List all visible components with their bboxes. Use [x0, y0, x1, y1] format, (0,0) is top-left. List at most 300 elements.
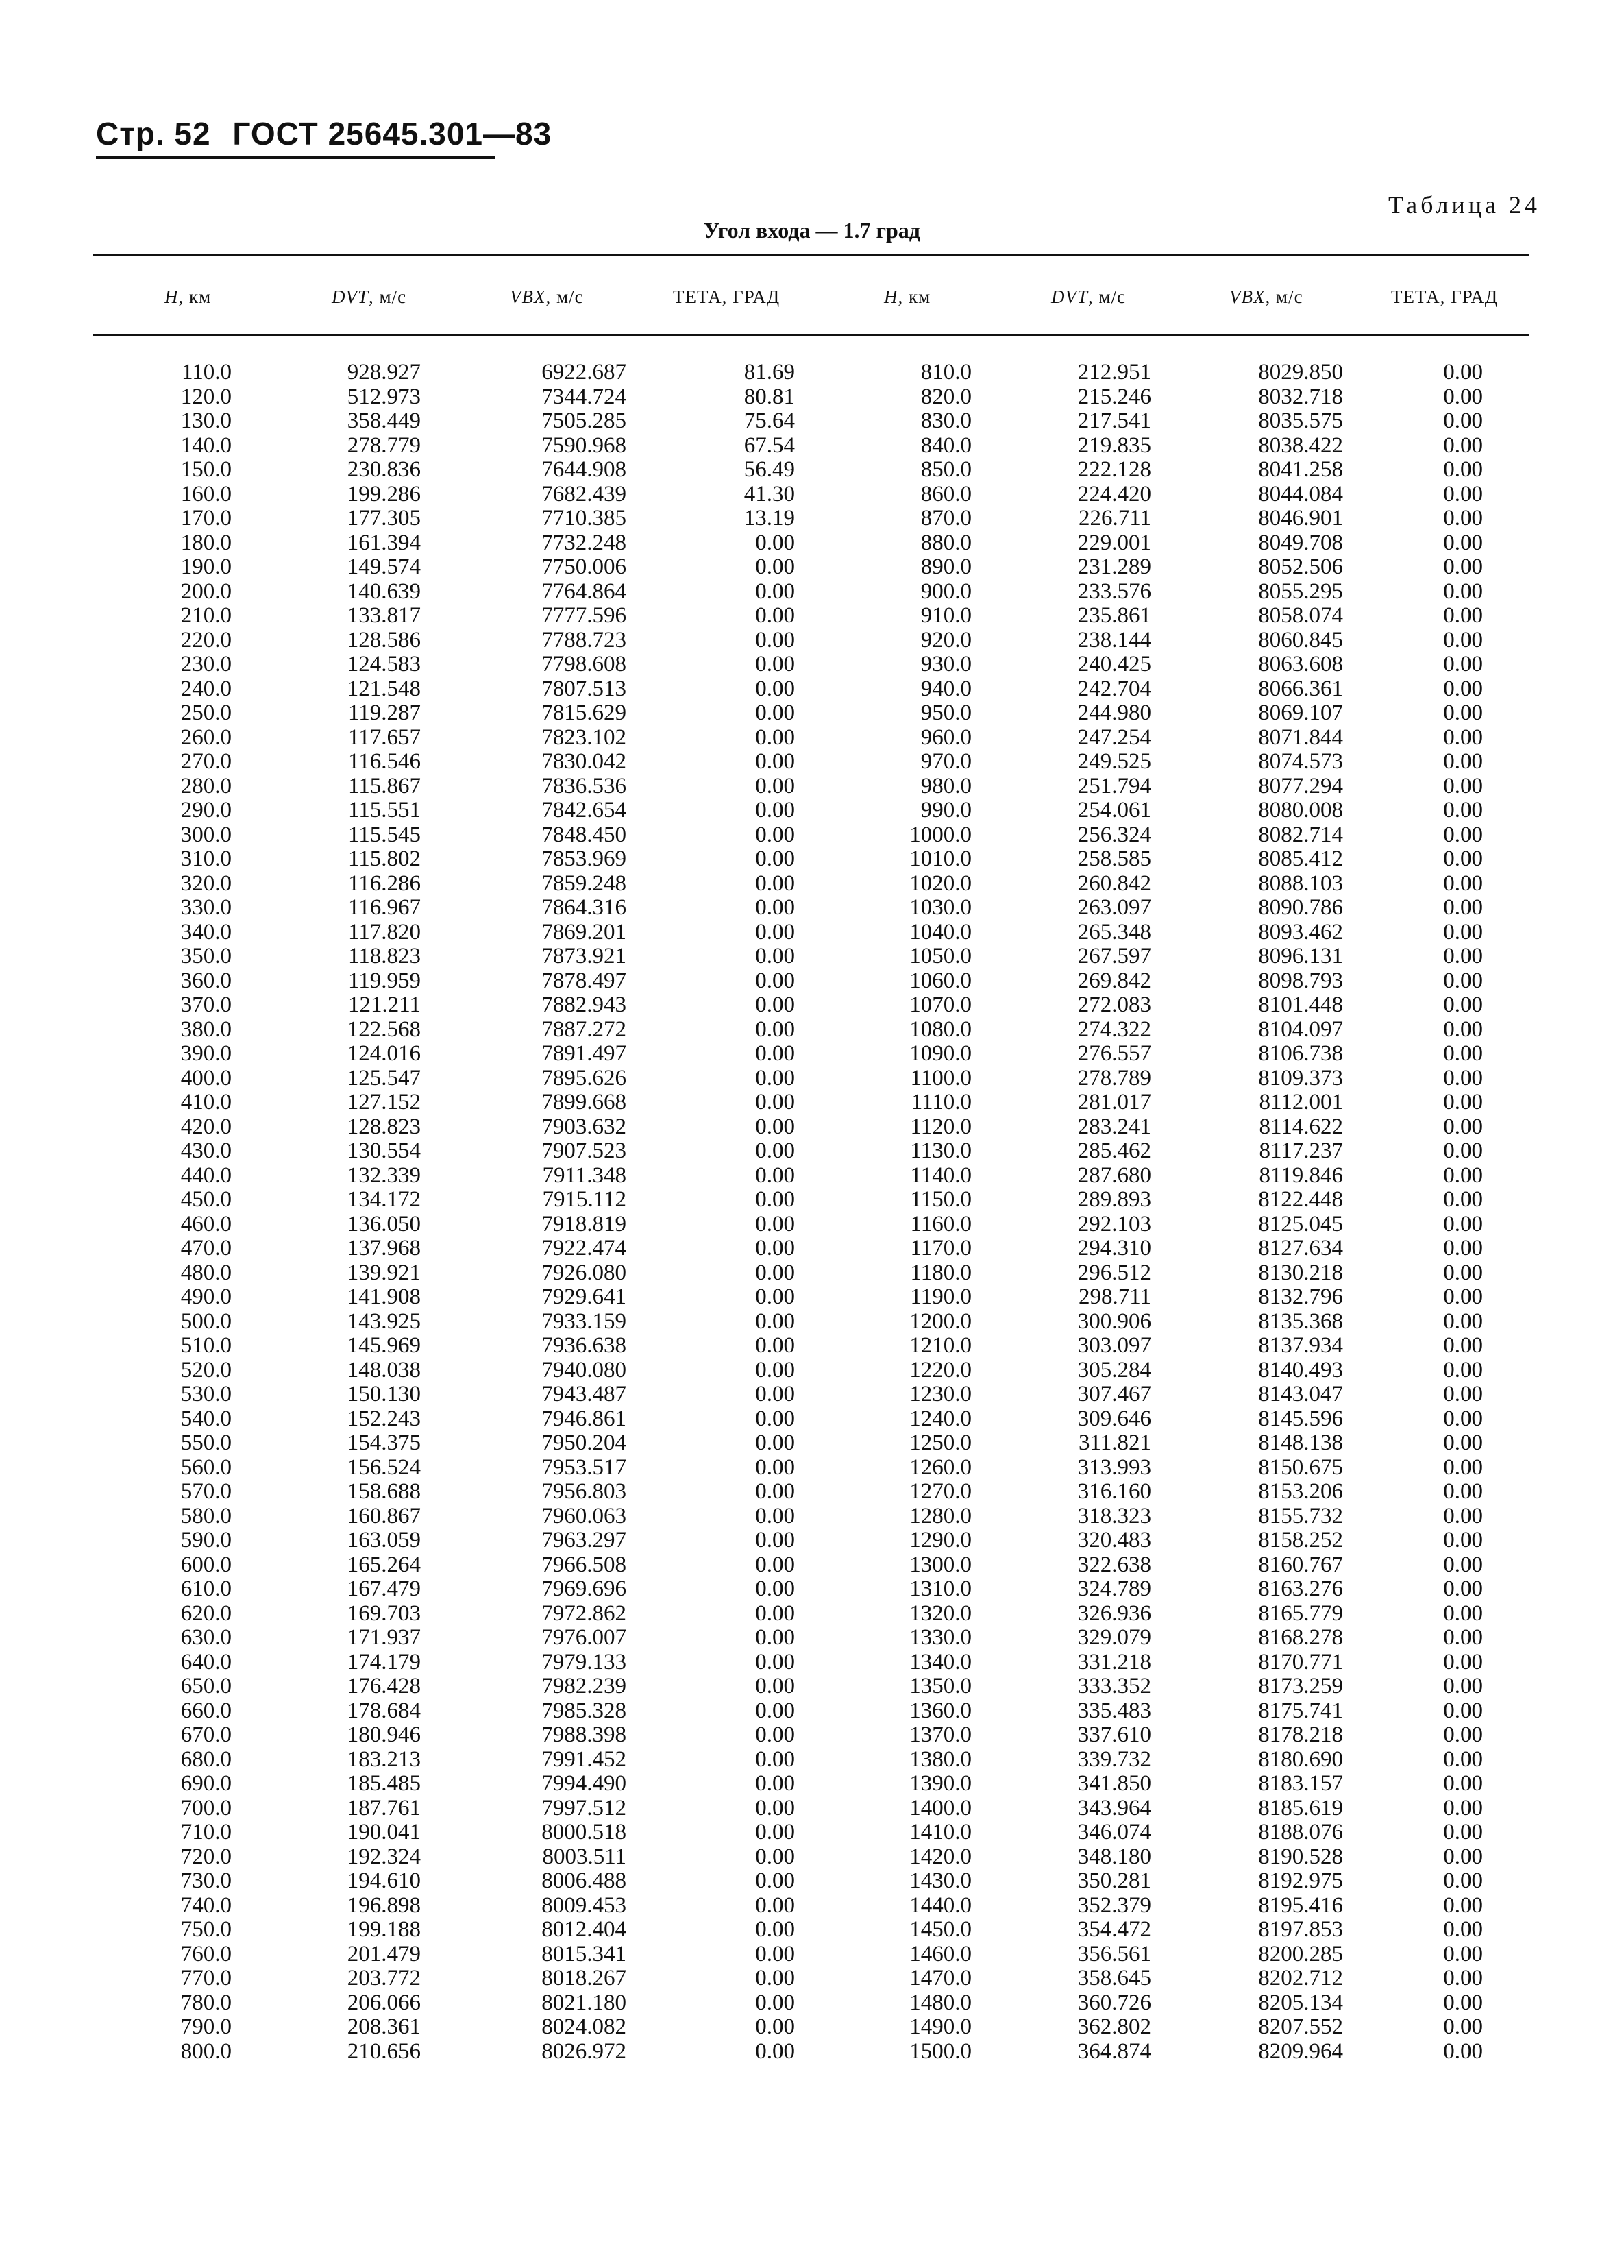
table-row	[0, 726, 1624, 751]
table-cell: 137.968	[347, 1236, 421, 1260]
table-cell: 0.00	[1443, 1162, 1483, 1188]
table-cell: 960.0	[920, 724, 972, 750]
table-cell: 7979.133	[541, 1649, 626, 1674]
table-cell: 0.00	[755, 822, 795, 847]
table-cell: 0.00	[1443, 1600, 1483, 1626]
table-cell: 1020.0	[909, 870, 972, 896]
table-cell: 0.00	[1443, 822, 1483, 847]
table-cell: 326.936	[1077, 1600, 1151, 1626]
table-cell: 720.0	[180, 1844, 232, 1869]
table-cell: 7953.517	[541, 1454, 626, 1480]
table-cell: 680.0	[180, 1746, 232, 1772]
table-cell: 333.352	[1077, 1674, 1151, 1698]
table-cell: 1150.0	[910, 1187, 972, 1212]
table-cell: 290.0	[180, 798, 232, 822]
table-cell: 370.0	[180, 992, 232, 1017]
table-cell: 0.00	[755, 1600, 795, 1626]
table-cell: 0.00	[1443, 895, 1483, 920]
table-cell: 8140.493	[1258, 1357, 1343, 1382]
table-cell: 7644.908	[541, 457, 626, 482]
table-cell: 0.00	[755, 1698, 795, 1723]
table-cell: 0.00	[755, 992, 795, 1017]
table-row	[0, 993, 1624, 1018]
table-cell: 8077.294	[1258, 773, 1343, 798]
table-cell: 0.00	[755, 1406, 795, 1431]
table-row	[0, 1918, 1624, 1942]
table-header-rule	[93, 334, 1529, 336]
table-cell: 510.0	[180, 1333, 232, 1358]
table-cell: 8122.448	[1258, 1187, 1343, 1212]
table-cell: 8209.964	[1258, 2038, 1343, 2064]
table-cell: 254.061	[1077, 798, 1151, 822]
table-cell: 0.00	[1443, 1406, 1483, 1431]
table-cell: 0.00	[1443, 554, 1483, 579]
table-cell: 8135.368	[1258, 1308, 1343, 1334]
table-cell: 0.00	[755, 1503, 795, 1528]
table-cell: 0.00	[755, 578, 795, 604]
table-cell: 0.00	[755, 1576, 795, 1601]
table-cell: 0.00	[755, 2038, 795, 2064]
table-cell: 800.0	[180, 2038, 232, 2064]
table-row	[0, 1796, 1624, 1821]
table-cell: 8160.767	[1258, 1552, 1343, 1577]
table-cell: 690.0	[180, 1771, 232, 1796]
table-cell: 0.00	[1443, 1722, 1483, 1747]
table-cell: 115.802	[347, 846, 421, 871]
table-row	[0, 1869, 1624, 1894]
table-cell: 760.0	[180, 1941, 232, 1966]
table-cell: 0.00	[1443, 676, 1483, 701]
table-cell: 8119.846	[1259, 1162, 1343, 1188]
table-cell: 560.0	[180, 1454, 232, 1480]
table-cell: 8117.237	[1259, 1138, 1343, 1163]
table-cell: 269.842	[1077, 968, 1151, 993]
table-cell: 7750.006	[541, 554, 626, 579]
table-cell: 1010.0	[909, 846, 972, 871]
table-cell: 0.00	[755, 1138, 795, 1163]
table-row	[0, 1553, 1624, 1578]
table-cell: 0.00	[755, 1722, 795, 1747]
table-cell: 7873.921	[541, 944, 626, 968]
table-cell: 460.0	[180, 1211, 232, 1236]
table-cell: 0.00	[755, 1528, 795, 1552]
table-row	[0, 1723, 1624, 1748]
table-cell: 1080.0	[909, 1016, 972, 1042]
table-cell: 8066.361	[1258, 676, 1343, 701]
table-cell: 0.00	[1443, 409, 1483, 433]
table-cell: 0.00	[1443, 530, 1483, 555]
table-cell: 309.646	[1077, 1406, 1151, 1431]
table-cell: 110.0	[181, 360, 232, 385]
table-cell: 8009.453	[541, 1892, 626, 1918]
table-cell: 620.0	[180, 1600, 232, 1626]
table-cell: 169.703	[347, 1600, 421, 1626]
table-cell: 970.0	[920, 749, 972, 774]
table-row	[0, 629, 1624, 653]
table-cell: 820.0	[920, 384, 972, 409]
table-cell: 7946.861	[541, 1406, 626, 1431]
table-cell: 0.00	[1443, 846, 1483, 871]
column-header: ТЕТА, ГРАД	[673, 286, 780, 307]
table-cell: 8096.131	[1258, 944, 1343, 968]
table-row	[0, 677, 1624, 702]
table-cell: 8205.134	[1258, 1990, 1343, 2015]
table-cell: 140.0	[180, 432, 232, 458]
table-row	[0, 483, 1624, 507]
table-cell: 900.0	[920, 578, 972, 604]
table-row	[0, 2040, 1624, 2064]
table-cell: 7895.626	[541, 1065, 626, 1090]
table-cell: 8041.258	[1258, 457, 1343, 482]
table-cell: 8127.634	[1258, 1236, 1343, 1260]
table-row	[0, 823, 1624, 848]
table-cell: 8098.793	[1258, 968, 1343, 993]
table-cell: 1140.0	[910, 1162, 972, 1188]
table-cell: 7950.204	[541, 1430, 626, 1455]
table-cell: 1350.0	[909, 1674, 972, 1698]
table-cell: 1130.0	[910, 1138, 972, 1163]
table-cell: 0.00	[1443, 1090, 1483, 1114]
table-cell: 303.097	[1077, 1333, 1151, 1358]
table-cell: 8060.845	[1258, 627, 1343, 653]
table-cell: 7882.943	[541, 992, 626, 1017]
table-row	[0, 385, 1624, 410]
table-cell: 238.144	[1077, 627, 1151, 653]
table-cell: 7926.080	[541, 1260, 626, 1285]
table-cell: 7997.512	[541, 1795, 626, 1820]
table-cell: 7988.398	[541, 1722, 626, 1747]
table-cell: 890.0	[920, 554, 972, 579]
table-cell: 8082.714	[1258, 822, 1343, 847]
table-cell: 300.0	[180, 822, 232, 847]
table-cell: 0.00	[1443, 1187, 1483, 1212]
table-row	[0, 1382, 1624, 1407]
table-row	[0, 1456, 1624, 1480]
table-cell: 117.820	[347, 919, 421, 944]
table-cell: 8000.518	[541, 1820, 626, 1844]
table-cell: 870.0	[920, 506, 972, 531]
table-cell: 1380.0	[909, 1746, 972, 1772]
table-cell: 0.00	[1443, 1576, 1483, 1601]
table-cell: 0.00	[1443, 749, 1483, 774]
table-cell: 880.0	[920, 530, 972, 555]
table-cell: 0.00	[755, 1917, 795, 1942]
table-cell: 8038.422	[1258, 432, 1343, 458]
table-cell: 7823.102	[541, 724, 626, 750]
table-cell: 256.324	[1077, 822, 1151, 847]
table-cell: 8125.045	[1258, 1211, 1343, 1236]
table-cell: 165.264	[347, 1552, 421, 1577]
table-cell: 0.00	[755, 1016, 795, 1042]
table-cell: 8185.619	[1258, 1795, 1343, 1820]
table-cell: 0.00	[1443, 2014, 1483, 2039]
table-cell: 0.00	[1443, 1016, 1483, 1042]
table-cell: 116.546	[347, 749, 421, 774]
table-cell: 0.00	[755, 1674, 795, 1698]
table-row	[0, 1942, 1624, 1967]
table-cell: 0.00	[1443, 506, 1483, 531]
table-row	[0, 1212, 1624, 1237]
table-cell: 0.00	[1443, 1795, 1483, 1820]
table-cell: 7878.497	[541, 968, 626, 993]
table-cell: 8175.741	[1258, 1698, 1343, 1723]
table-cell: 0.00	[1443, 1041, 1483, 1066]
table-cell: 0.00	[755, 724, 795, 750]
table-cell: 8195.416	[1258, 1892, 1343, 1918]
table-cell: 1360.0	[909, 1698, 972, 1723]
table-cell: 7732.248	[541, 530, 626, 555]
table-cell: 0.00	[1443, 1357, 1483, 1382]
column-header: DVT, м/с	[332, 286, 407, 307]
table-cell: 149.574	[347, 554, 421, 579]
table-cell: 0.00	[1443, 603, 1483, 628]
table-cell: 1370.0	[909, 1722, 972, 1747]
table-cell: 8088.103	[1258, 870, 1343, 896]
table-row	[0, 1991, 1624, 2016]
table-cell: 7798.608	[541, 652, 626, 676]
table-cell: 230.0	[180, 652, 232, 676]
table-cell: 348.180	[1077, 1844, 1151, 1869]
table-cell: 283.241	[1077, 1114, 1151, 1139]
table-row	[0, 896, 1624, 920]
table-cell: 354.472	[1077, 1917, 1151, 1942]
table-cell: 400.0	[180, 1065, 232, 1090]
table-cell: 346.074	[1077, 1820, 1151, 1844]
table-row	[0, 944, 1624, 969]
table-cell: 512.973	[347, 384, 421, 409]
column-header: ТЕТА, ГРАД	[1391, 286, 1499, 307]
table-cell: 167.479	[347, 1576, 421, 1601]
table-cell: 337.610	[1077, 1722, 1151, 1747]
table-cell: 7956.803	[541, 1479, 626, 1504]
table-row	[0, 847, 1624, 872]
table-cell: 0.00	[755, 1795, 795, 1820]
table-row	[0, 1334, 1624, 1358]
table-cell: 8074.573	[1258, 749, 1343, 774]
table-cell: 0.00	[1443, 700, 1483, 725]
table-cell: 0.00	[1443, 1892, 1483, 1918]
table-cell: 7830.042	[541, 749, 626, 774]
table-cell: 650.0	[180, 1674, 232, 1698]
table-cell: 0.00	[1443, 1138, 1483, 1163]
table-cell: 1410.0	[909, 1820, 972, 1844]
table-cell: 1230.0	[909, 1382, 972, 1406]
table-cell: 1220.0	[909, 1357, 972, 1382]
table-cell: 265.348	[1077, 919, 1151, 944]
table-cell: 0.00	[755, 1308, 795, 1334]
table-cell: 0.00	[1443, 870, 1483, 896]
table-cell: 56.49	[743, 457, 795, 482]
table-cell: 187.761	[347, 1795, 421, 1820]
table-cell: 215.246	[1077, 384, 1151, 409]
table-cell: 156.524	[347, 1454, 421, 1480]
table-cell: 251.794	[1077, 773, 1151, 798]
table-cell: 1030.0	[909, 895, 972, 920]
table-cell: 440.0	[180, 1162, 232, 1188]
table-cell: 1090.0	[909, 1041, 972, 1066]
table-cell: 1500.0	[909, 2038, 972, 2064]
table-cell: 8170.771	[1258, 1649, 1343, 1674]
table-cell: 0.00	[1443, 1382, 1483, 1406]
table-cell: 7899.668	[541, 1090, 626, 1114]
table-cell: 350.0	[180, 944, 232, 968]
table-cell: 8015.341	[541, 1941, 626, 1966]
table-cell: 1310.0	[909, 1576, 972, 1601]
table-cell: 8137.934	[1258, 1333, 1343, 1358]
table-row	[0, 1042, 1624, 1066]
table-cell: 1250.0	[909, 1430, 972, 1455]
table-cell: 610.0	[180, 1576, 232, 1601]
table-cell: 115.545	[347, 822, 421, 847]
table-cell: 540.0	[180, 1406, 232, 1431]
table-cell: 281.017	[1077, 1090, 1151, 1114]
table-row	[0, 1748, 1624, 1772]
table-cell: 180.946	[347, 1722, 421, 1747]
table-cell: 161.394	[347, 530, 421, 555]
table-cell: 8071.844	[1258, 724, 1343, 750]
table-cell: 1420.0	[909, 1844, 972, 1869]
table-cell: 190.041	[347, 1820, 421, 1844]
table-cell: 7943.487	[541, 1382, 626, 1406]
table-cell: 7903.632	[541, 1114, 626, 1139]
table-cell: 8190.528	[1258, 1844, 1343, 1869]
table-cell: 8026.972	[541, 2038, 626, 2064]
table-cell: 0.00	[1443, 457, 1483, 482]
table-cell: 600.0	[180, 1552, 232, 1577]
table-cell: 8080.008	[1258, 798, 1343, 822]
table-cell: 7969.696	[541, 1576, 626, 1601]
table-cell: 0.00	[1443, 1528, 1483, 1552]
table-cell: 235.861	[1077, 603, 1151, 628]
table-cell: 990.0	[920, 798, 972, 822]
table-cell: 358.449	[347, 409, 421, 433]
table-cell: 8012.404	[541, 1917, 626, 1942]
table-cell: 0.00	[1443, 1333, 1483, 1358]
table-cell: 0.00	[755, 1260, 795, 1285]
table-cell: 322.638	[1077, 1552, 1151, 1577]
table-cell: 0.00	[755, 1990, 795, 2015]
table-cell: 81.69	[743, 360, 795, 385]
table-cell: 0.00	[1443, 652, 1483, 676]
table-cell: 133.817	[347, 603, 421, 628]
table-cell: 7764.864	[541, 578, 626, 604]
table-cell: 0.00	[755, 1479, 795, 1504]
table-cell: 0.00	[755, 627, 795, 653]
table-cell: 152.243	[347, 1406, 421, 1431]
table-cell: 143.925	[347, 1308, 421, 1334]
table-cell: 590.0	[180, 1528, 232, 1552]
table-row	[0, 701, 1624, 726]
table-cell: 8183.157	[1258, 1771, 1343, 1796]
table-cell: 8165.779	[1258, 1600, 1343, 1626]
table-row	[0, 2015, 1624, 2040]
table-cell: 0.00	[755, 1090, 795, 1114]
table-cell: 119.959	[347, 968, 421, 993]
table-cell: 148.038	[347, 1357, 421, 1382]
table-row	[0, 1139, 1624, 1164]
table-cell: 7929.641	[541, 1284, 626, 1309]
table-cell: 7836.536	[541, 773, 626, 798]
table-cell: 7682.439	[541, 481, 626, 507]
table-cell: 0.00	[1443, 1941, 1483, 1966]
table-cell: 154.375	[347, 1430, 421, 1455]
table-cell: 212.951	[1077, 360, 1151, 385]
table-cell: 8207.552	[1258, 2014, 1343, 2039]
table-row	[0, 1699, 1624, 1724]
table-cell: 0.00	[1443, 1917, 1483, 1942]
table-cell: 0.00	[755, 1284, 795, 1309]
table-cell: 0.00	[1443, 1260, 1483, 1285]
table-cell: 210.656	[347, 2038, 421, 2064]
table-row	[0, 1431, 1624, 1456]
table-cell: 0.00	[755, 1333, 795, 1358]
table-cell: 150.130	[347, 1382, 421, 1406]
table-caption: Угол входа — 1.7 град	[704, 218, 920, 243]
table-cell: 160.0	[180, 481, 232, 507]
table-cell: 170.0	[180, 506, 232, 531]
table-cell: 1050.0	[909, 944, 972, 968]
table-cell: 700.0	[180, 1795, 232, 1820]
table-cell: 8145.596	[1258, 1406, 1343, 1431]
table-row	[0, 1626, 1624, 1650]
table-row	[0, 580, 1624, 605]
table-cell: 124.016	[347, 1041, 421, 1066]
table-row	[0, 434, 1624, 459]
table-cell: 7963.297	[541, 1528, 626, 1552]
table-cell: 298.711	[1078, 1284, 1151, 1309]
table-cell: 0.00	[755, 700, 795, 725]
table-cell: 0.00	[755, 1966, 795, 1990]
table-cell: 0.00	[1443, 384, 1483, 409]
table-cell: 8163.276	[1258, 1576, 1343, 1601]
table-cell: 141.908	[347, 1284, 421, 1309]
table-row	[0, 1820, 1624, 1845]
table-cell: 8049.708	[1258, 530, 1343, 555]
table-cell: 8202.712	[1258, 1966, 1343, 1990]
table-cell: 145.969	[347, 1333, 421, 1358]
table-cell: 920.0	[920, 627, 972, 653]
table-cell: 660.0	[180, 1698, 232, 1723]
table-cell: 313.993	[1077, 1454, 1151, 1480]
table-cell: 0.00	[1443, 968, 1483, 993]
table-cell: 8173.259	[1258, 1674, 1343, 1698]
table-cell: 7710.385	[541, 506, 626, 531]
table-cell: 8104.097	[1258, 1016, 1343, 1042]
table-cell: 350.281	[1077, 1868, 1151, 1893]
table-cell: 8153.206	[1258, 1479, 1343, 1504]
table-row	[0, 1285, 1624, 1310]
table-row	[0, 1407, 1624, 1432]
table-cell: 7848.450	[541, 822, 626, 847]
table-cell: 7936.638	[541, 1333, 626, 1358]
table-cell: 117.657	[347, 724, 421, 750]
table-cell: 267.597	[1077, 944, 1151, 968]
table-cell: 1170.0	[910, 1236, 972, 1260]
table-cell: 8085.412	[1258, 846, 1343, 871]
table-cell: 285.462	[1077, 1138, 1151, 1163]
table-cell: 0.00	[1443, 627, 1483, 653]
table-cell: 980.0	[920, 773, 972, 798]
table-cell: 1430.0	[909, 1868, 972, 1893]
table-cell: 7777.596	[541, 603, 626, 628]
table-cell: 130.0	[180, 409, 232, 433]
table-cell: 8052.506	[1258, 554, 1343, 579]
table-cell: 0.00	[755, 1941, 795, 1966]
table-cell: 0.00	[755, 1041, 795, 1066]
table-cell: 360.0	[180, 968, 232, 993]
table-cell: 410.0	[180, 1090, 232, 1114]
table-cell: 0.00	[1443, 1479, 1483, 1504]
